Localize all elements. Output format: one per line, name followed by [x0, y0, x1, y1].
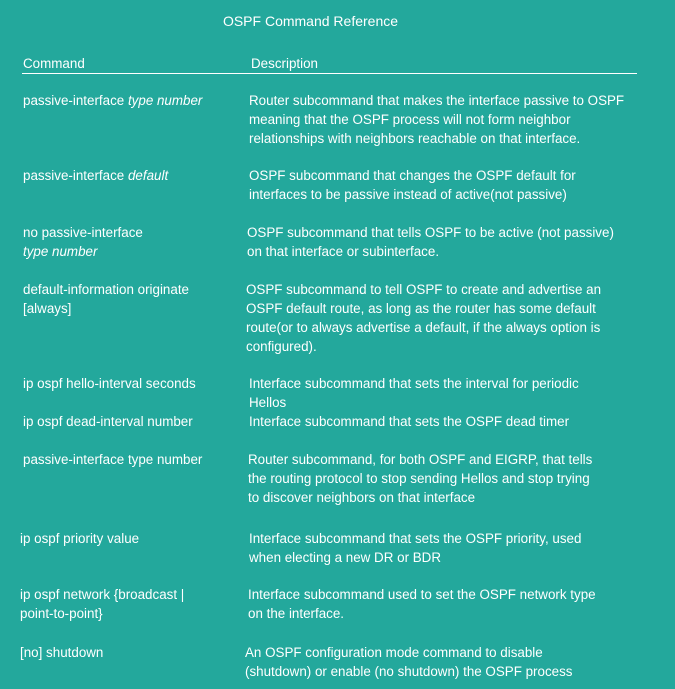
description-cell: OSPF subcommand that tells OSPF to be active (not passive) on that interface or subinterface.	[247, 225, 614, 259]
description-cell: Router subcommand that makes the interface passive to OSPF meaning that the OSPF process will not form neighbor relationships with neighbors reachable on that interface.	[249, 93, 625, 146]
table-header	[22, 54, 637, 74]
command-cell: passive-interface type number	[23, 93, 203, 108]
command-cell: ip ospf hello-interval seconds	[23, 376, 196, 391]
description-cell: Interface subcommand used to set the OSPF network type on the interface.	[248, 587, 596, 621]
description-cell: Router subcommand, for both OSPF and EIGRP, that tells the routing protocol to stop sending Hellos and stop trying to discover neighbors on that interface	[248, 452, 593, 505]
description-cell: OSPF subcommand that changes the OSPF default for interfaces to be passive instead of active(not passive)	[249, 168, 576, 202]
description-cell: OSPF subcommand to tell OSPF to create and advertise an OSPF default route, as long as the router has some default route(or to always advertise a default, if the always option is configured).	[246, 282, 602, 354]
command-column-header: Command	[23, 56, 85, 71]
command-cell: ip ospf network {broadcast | point-to-point}	[20, 587, 185, 621]
command-cell: ip ospf dead-interval number	[23, 414, 193, 429]
description-cell: Interface subcommand that sets the interval for periodic Hellos	[249, 376, 579, 410]
description-cell: An OSPF configuration mode command to disable (shutdown) or enable (no shutdown) the OSPF process	[245, 645, 573, 679]
page-title: OSPF Command Reference	[222, 13, 399, 29]
description-cell: Interface subcommand that sets the OSPF dead timer	[249, 414, 570, 429]
command-cell: default-information originate [always]	[23, 282, 189, 316]
command-cell: ip ospf priority value	[20, 531, 140, 546]
command-cell: [no] shutdown	[20, 645, 104, 660]
command-cell: no passive-interface type number	[23, 225, 143, 259]
command-cell: passive-interface default	[23, 168, 169, 183]
description-cell: Interface subcommand that sets the OSPF priority, used when electing a new DR or BDR	[249, 531, 582, 565]
description-column-header: Description	[251, 56, 318, 71]
command-cell: passive-interface type number	[23, 452, 203, 467]
